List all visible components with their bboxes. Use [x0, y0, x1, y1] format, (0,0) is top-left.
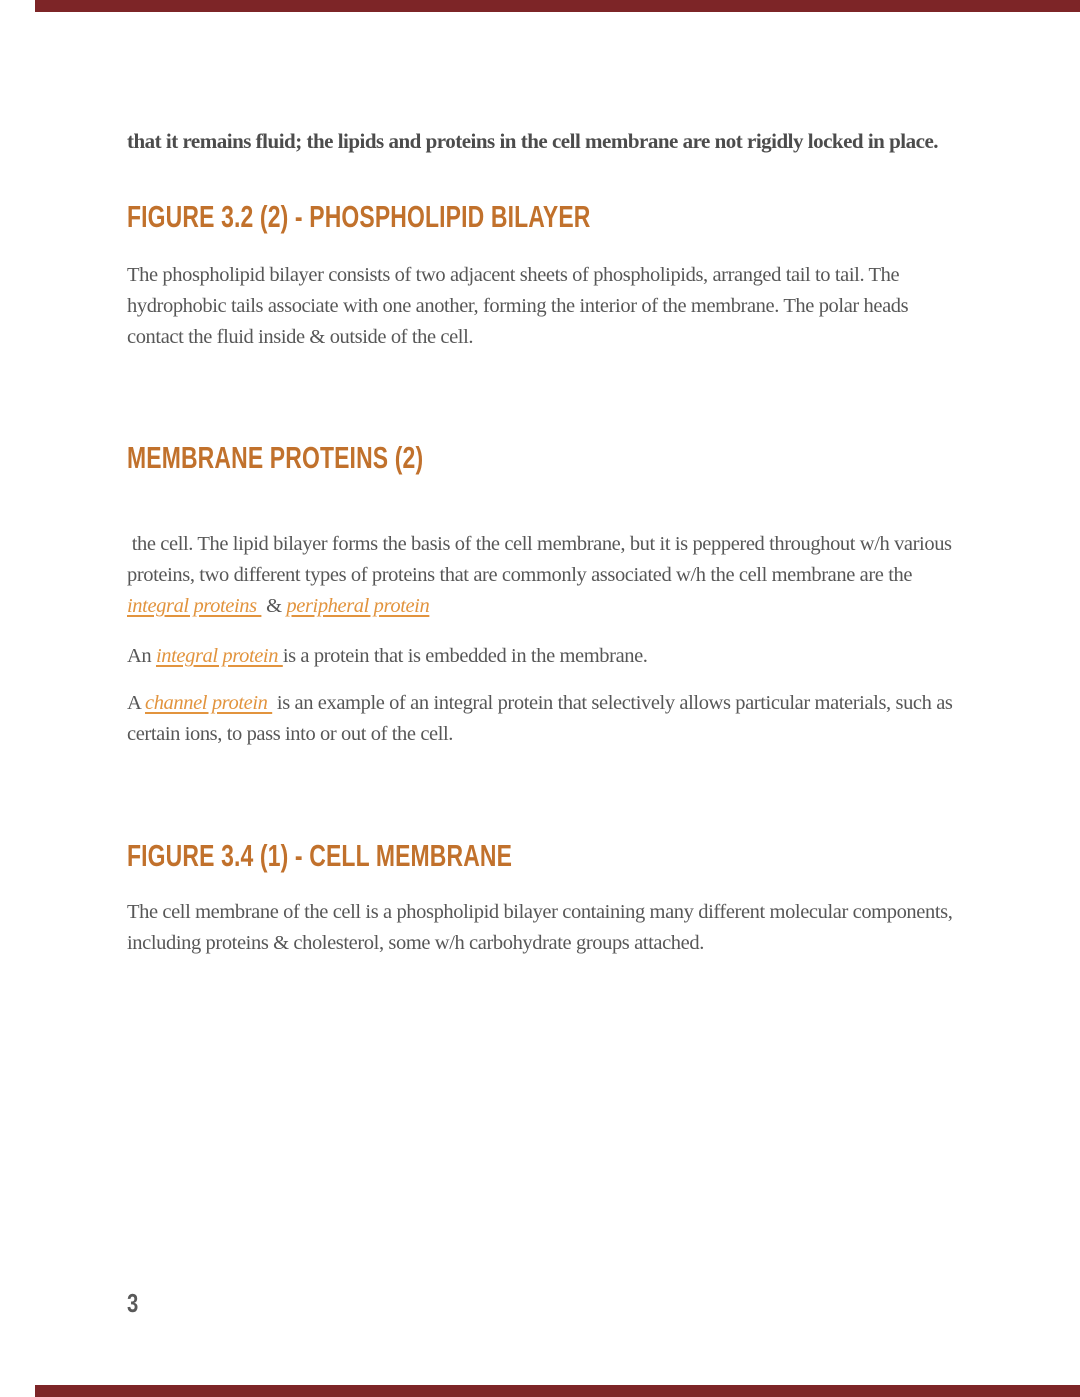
paragraph-text: A	[127, 692, 145, 714]
figure-3-2-paragraph: The phospholipid bilayer consists of two adjacent sheets of phospholipids, arranged tail to tail. The hydrophobic tails associate with one another, forming the interior of the membrane. The polar heads contact the fluid inside & outside of the cell.	[127, 264, 913, 348]
section-heading-figure-3-4-text: FIGURE 3.4 (1) - CELL MEMBRANE	[127, 838, 513, 873]
figure-3-4-paragraph: The cell membrane of the cell is a phospholipid bilayer containing many different molecular components, including proteins & cholesterol, some w/h carbohydrate groups attached.	[127, 901, 958, 954]
page-number	[127, 1288, 141, 1323]
membrane-proteins-paragraph-3	[127, 688, 962, 750]
paragraph-text: is an example of an integral protein that selectively allows particular materials, such as certain ions, to pass into or out of the cell.	[127, 692, 958, 745]
section-heading-figure-3-2-text: FIGURE 3.2 (2) - PHOSPHOLIPID BILAYER	[127, 199, 591, 234]
intro-paragraph: that it remains fluid; the lipids and proteins in the cell membrane are not rigidly locked in place.	[127, 129, 939, 153]
membrane-proteins-paragraph-2	[127, 641, 962, 672]
section-heading-membrane-proteins	[127, 440, 962, 479]
section-heading-membrane-proteins-text: MEMBRANE PROTEINS (2)	[127, 440, 424, 475]
membrane-proteins-paragraph-1	[127, 529, 962, 622]
peripheral-protein-link[interactable]: peripheral protein	[286, 595, 430, 617]
page-edge-bottom-bar	[35, 1385, 1080, 1397]
integral-proteins-link[interactable]: integral proteins	[127, 595, 262, 617]
paragraph-text: An	[127, 645, 156, 667]
section-heading-figure-3-2	[127, 199, 962, 238]
section-heading-figure-3-4	[127, 838, 962, 877]
paragraph-text: the cell. The lipid bilayer forms the basis of the cell membrane, but it is peppered throughout w/h various proteins, two different types of proteins that are commonly associated w/h the cell membrane are the	[127, 533, 957, 586]
page-number-text: 3	[127, 1288, 139, 1318]
paragraph-text: &	[261, 595, 287, 617]
paragraph-text: is a protein that is embedded in the membrane.	[282, 645, 648, 667]
channel-protein-link[interactable]: channel protein	[145, 692, 273, 714]
page-content	[127, 0, 962, 959]
integral-protein-link[interactable]: integral protein	[155, 645, 283, 667]
